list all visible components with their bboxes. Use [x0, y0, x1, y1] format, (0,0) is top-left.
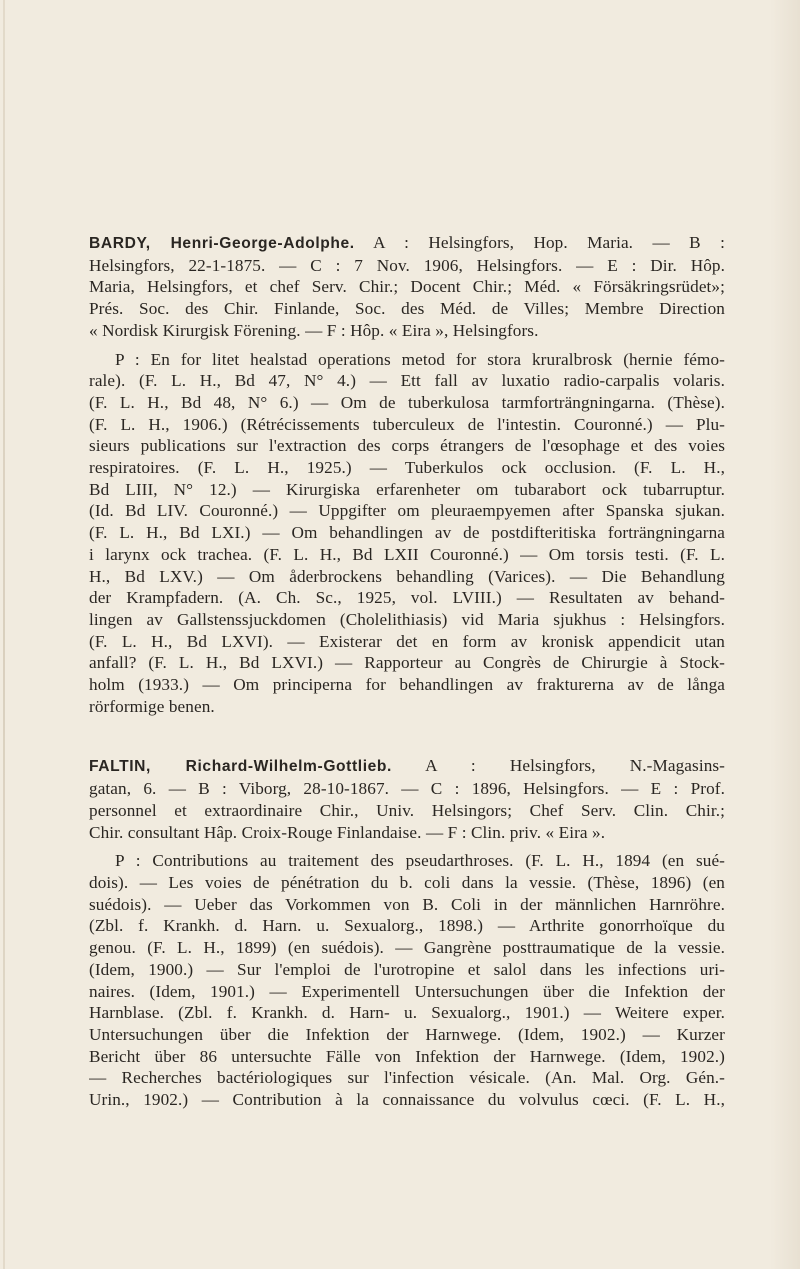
- publication-line: Bericht über 86 untersuchte Fälle von Infektion der Harnwege. (Idem, 1902.): [89, 1046, 725, 1066]
- publication-line: naires. (Idem, 1901.) — Experimentell Untersuchungen über die Infektion der: [89, 981, 725, 1001]
- publications-paragraph: [89, 349, 725, 718]
- entry-heading-line: [89, 232, 725, 255]
- publication-line: rale). (F. L. H., Bd 47, N° 4.) — Ett fall av luxatio radio-carpalis volaris.: [89, 371, 725, 391]
- publication-line: respiratoires. (F. L. H., 1925.) — Tuberkulos ock occlusion. (F. L. H.,: [89, 458, 725, 478]
- publication-line: (Zbl. f. Krankh. d. Harn. u. Sexualorg., 1898.) — Arthrite gonorrhoïque du: [89, 916, 725, 936]
- publication-line: i larynx ock trachea. (F. L. H., Bd LXII Couronné.) — Om torsis testi. (F. L.: [89, 544, 725, 564]
- publication-line: — Recherches bactériologiques sur l'infection vésicale. (An. Mal. Org. Gén.-: [89, 1068, 725, 1088]
- person-name: BARDY, Henri-George-Adolphe.: [89, 235, 355, 252]
- document-body: [89, 232, 725, 1111]
- bio-line: gatan, 6. — B : Viborg, 28-10-1867. — C : 1896, Helsingfors. — E : Prof.: [89, 779, 725, 799]
- publication-line: Urin., 1902.) — Contribution à la connaissance du volvulus cœci. (F. L. H.,: [89, 1090, 725, 1110]
- publication-line: (F. L. H., Bd LXI.) — Om behandlingen av de postdifteritiska forträngningarna: [89, 523, 725, 543]
- publication-line: Bd LIII, N° 12.) — Kirurgiska erfarenheter om tubarabort ock tubarruptur.: [89, 479, 725, 499]
- publication-line: (F. L. H., 1906.) (Rétrécissements tuberculeux de l'intestin. Couronné.) — Plu-: [89, 414, 725, 434]
- publication-line: H., Bd LXV.) — Om åderbrockens behandling (Varices). — Die Behandlung: [89, 566, 725, 586]
- publication-line: der Krampfadern. (A. Ch. Sc., 1925, vol. LVIII.) — Resultaten av behand-: [89, 588, 725, 608]
- publication-line: dois). — Les voies de pénétration du b. coli dans la vessie. (Thèse, 1896) (en: [89, 872, 725, 892]
- publications-paragraph: [89, 850, 725, 1110]
- publication-line: Harnblase. (Zbl. f. Krankh. d. Harn- u. Sexualorg., 1901.) — Weitere exper.: [89, 1003, 725, 1023]
- bio-line: Maria, Helsingfors, et chef Serv. Chir.; Docent Chir.; Méd. « Försäkringsrüdet»;: [89, 277, 725, 297]
- publication-line: lingen av Gallstenssjuckdomen (Cholelithiasis) vid Maria sjukhus : Helsingfors.: [89, 609, 725, 629]
- publication-line: (Idem, 1900.) — Sur l'emploi de l'urotropine et salol dans les infections uri-: [89, 959, 725, 979]
- publication-line: (Id. Bd LIV. Couronné.) — Uppgifter om pleuraempyemen after Spanska sjukan.: [89, 501, 725, 521]
- bio-line: « Nordisk Kirurgisk Förening. — F : Hôp. « Eira », Helsingfors.: [89, 320, 539, 340]
- publication-line: P : Contributions au traitement des pseudarthroses. (F. L. H., 1894 (en sué-: [115, 851, 725, 871]
- bio-line: Prés. Soc. des Chir. Finlande, Soc. des Méd. de Villes; Membre Direction: [89, 299, 725, 319]
- publication-line: P : En for litet healstad operations metod for stora kruralbrosk (hernie fémo-: [115, 349, 725, 369]
- publication-line: anfall? (F. L. H., Bd LXVI.) — Rapporteur au Congrès de Chirurgie à Stock-: [89, 653, 725, 673]
- publication-line: sieurs publications sur l'extraction des corps étrangers de l'œsophage et des voies: [89, 436, 725, 456]
- page-shadow: [770, 0, 800, 1269]
- bio-line: Helsingfors, 22-1-1875. — C : 7 Nov. 1906, Helsingfors. — E : Dir. Hôp.: [89, 255, 725, 275]
- bio-line: Chir. consultant Hâp. Croix-Rouge Finlandaise. — F : Clin. priv. « Eira ».: [89, 822, 606, 842]
- publication-line: suédois). — Ueber das Vorkommen von B. Coli in der männlichen Harnröhre.: [89, 894, 725, 914]
- bio-line: A : Helsingfors, N.-Magasins-: [391, 756, 725, 776]
- publication-line: holm (1933.) — Om principerna for behandlingen av frakturerna av de långa: [89, 675, 725, 695]
- biography-entry: [89, 755, 725, 1110]
- biography-entry: [89, 232, 725, 717]
- person-name: FALTIN, Richard-Wilhelm-Gottlieb.: [89, 758, 392, 776]
- bio-line: A : Helsingfors, Hop. Maria. — B :: [354, 233, 725, 252]
- publication-line: Untersuchungen über die Infektion der Harnwege. (Idem, 1902.) — Kurzer: [89, 1024, 725, 1044]
- publication-line: (F. L. H., Bd LXVI). — Existerar det en form av kronisk appendicit utan: [89, 631, 725, 651]
- publication-line: genou. (F. L. H., 1899) (en suédois). — Gangrène posttraumatique de la vessie.: [89, 938, 725, 958]
- publication-line: (F. L. H., Bd 48, N° 6.) — Om de tuberkulosa tarmforträngningarna. (Thèse).: [89, 392, 725, 412]
- entry-heading-line: [89, 755, 725, 778]
- page-binding-edge: [3, 0, 5, 1269]
- bio-line: personnel et extraordinaire Chir., Univ. Helsingors; Chef Serv. Clin. Chir.;: [89, 800, 725, 820]
- publication-line: rörformige benen.: [89, 696, 215, 716]
